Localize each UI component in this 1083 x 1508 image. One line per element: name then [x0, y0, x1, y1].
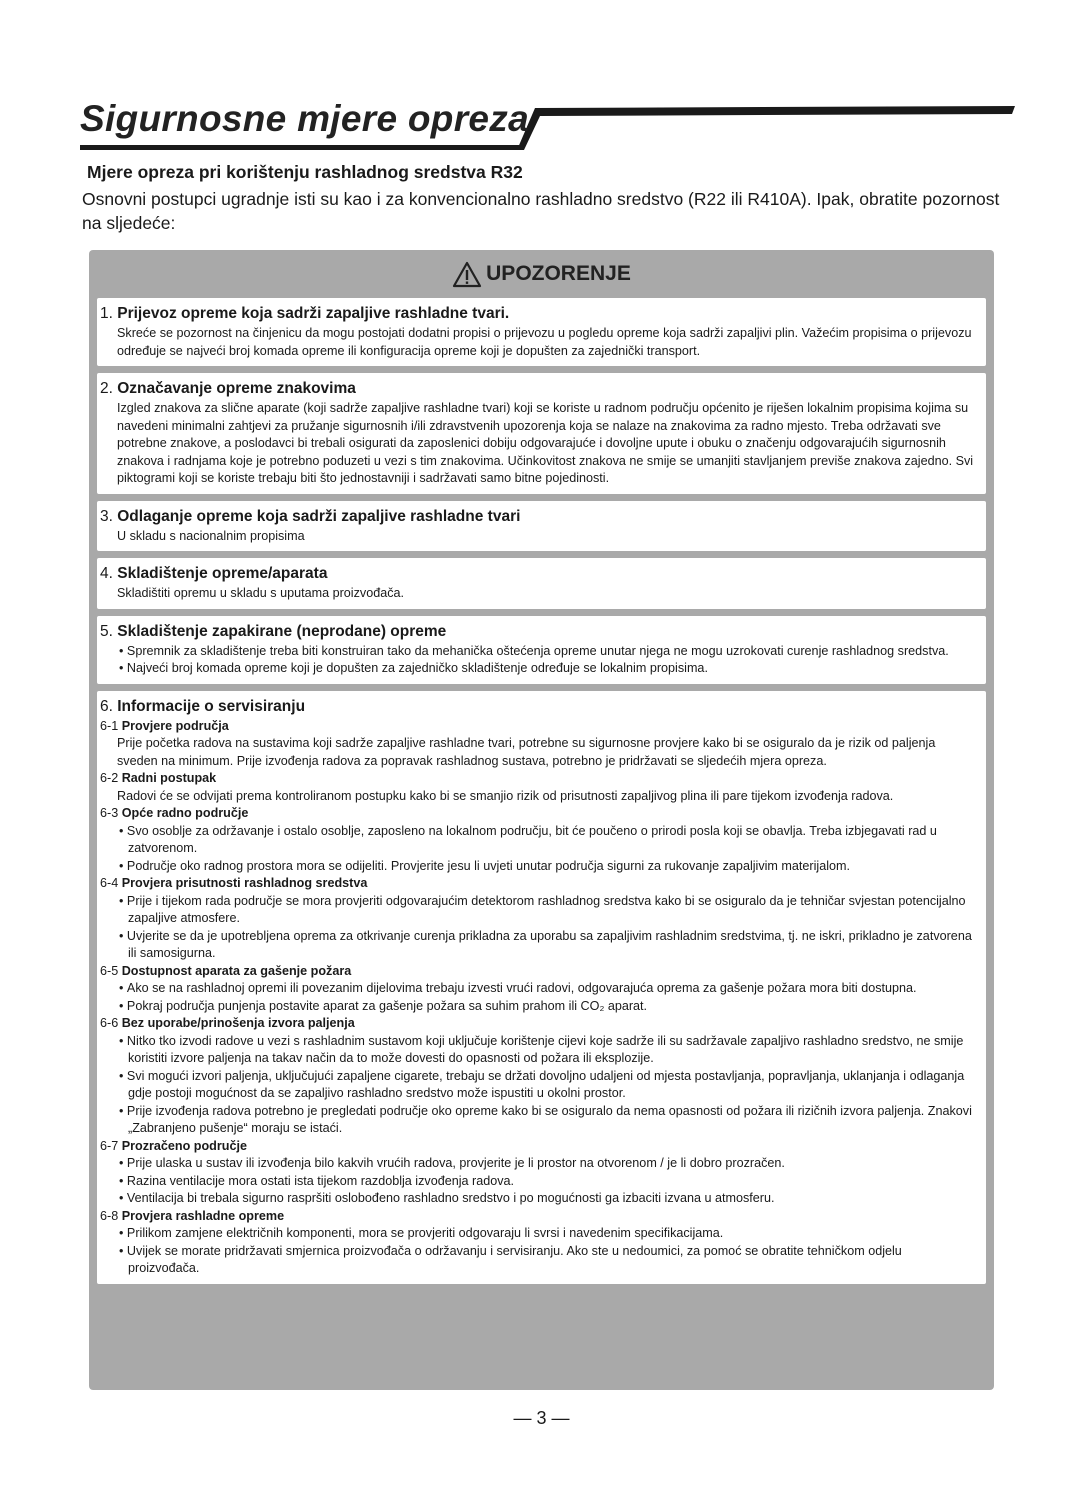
section-title: Označavanje opreme znakovima — [117, 380, 356, 397]
subsection-heading — [100, 1138, 976, 1156]
subsection-title: Radni postupak — [121, 771, 217, 785]
section-heading — [100, 697, 976, 717]
subsection-heading — [100, 1015, 976, 1033]
subsection-number: 6-8 — [100, 1208, 119, 1223]
subsection-title: Provjera prisutnosti rashladnog sredstva — [121, 876, 368, 890]
bullet-item: • Ventilacija bi trebala sigurno raspršiti oslobođeno rashladno sredstvo i po mogućnosti ga izbaciti izvana u atmosferu. — [100, 1190, 976, 1208]
subsection-number: 6-6 — [100, 1016, 119, 1030]
subsection-number: 6-1 — [100, 718, 119, 733]
section-number: 2. — [100, 380, 113, 397]
subsection-title: Dostupnost aparata za gašenje požara — [121, 963, 352, 978]
subsection-body: Radovi će se odvijati prema kontroliranom postupku kako bi se smanjio rizik od prisutnosti zapaljivog plina ili pare tijekom izvođenja radova. — [117, 788, 894, 803]
section-title: Skladištenje zapakirane (neprodane) opreme — [117, 622, 447, 640]
bullet-item: • Područje oko radnog prostora mora se odijeliti. Provjerite jesu li uvjeti unutar područja sigurni za rukovanje zapaljivim materijalom. — [100, 858, 976, 876]
subsection-heading — [100, 718, 976, 736]
subsection-number: 6-5 — [100, 963, 119, 978]
warning-banner — [97, 250, 986, 298]
subsection-heading — [100, 805, 976, 823]
section-body: Skreće se pozornost na činjenicu da mogu postojati dodatni propisi o prijevozu u pogledu opreme koja sadrži zapaljivi plin. Važećim propisima o prijevozu određuje se najveći broj komada opreme ili konfiguracija opreme koji je dopušten za zajednički transport. — [117, 326, 972, 358]
section-heading — [100, 622, 976, 642]
subsection-number: 6-2 — [100, 771, 119, 785]
section-3 — [97, 501, 986, 552]
section-body: Izgled znakova za slične aparate (koji sadrže zapaljive rashladne tvari) koji se koriste u radnom području općenito je riješen lokalnim propisima kojima su navedeni minimalni zahtjevi za pružanje sigurnosnih i/ili zdravstvenih upozorenja koja se nalaze na znakovima za radno mjesto. Treba održavati sve potrebne znakove, a poslodavci bi trebali osigurati da zaposlenici dobiju odgovarajuće i dovoljne upute i obuku o značenju odgovarajućih sigurnosnih znakova i radnjama koje je potrebno poduzeti u vezi s tim znakovima. Učinkovitost znakova ne smije se umanjiti stavljanjem previše znakova zajedno. Svi piktogrami koji se koriste trebaju biti što jednostavniji i sadržavati samo bitne pojedinosti. — [117, 401, 974, 485]
section-1 — [97, 298, 986, 366]
bullet-item: • Razina ventilacije mora ostati ista tijekom razdoblja izvođenja radova. — [100, 1173, 976, 1191]
bullet-item: • Prilikom zamjene električnih komponenti, mora se provjeriti odgovaraju li svrsi i navedenim specifikacijama. — [100, 1225, 976, 1243]
section-number: 6. — [100, 697, 113, 715]
bullet-item: • Uvijek se morate pridržavati smjernica proizvođača o održavanju i servisiranju. Ako ste u nedoumici, za pomoć se obratite tehničkom odjelu proizvođača. — [100, 1243, 976, 1278]
subsection-title: Opće radno područje — [121, 806, 249, 820]
warning-panel — [89, 250, 994, 1390]
warning-title: UPOZORENJE — [486, 262, 631, 285]
bullet-item: • Ako se na rashladnoj opremi ili povezanim dijelovima trebaju izvesti vrući radovi, odgovarajuća oprema za gašenje požara mora biti dostupna. — [100, 980, 976, 998]
bullet-item: • Svo osoblje za održavanje i ostalo osoblje, zaposleno na lokalnom području, bit će poučeno o prirodi posla koji se obavlja. Treba izbjegavati rad u zatvorenom. — [100, 823, 976, 858]
bullet-item: • Prije i tijekom rada područje se mora provjeriti odgovarajućim detektorom rashladnog sredstva kako bi se osiguralo da je tehničar svjestan potencijalno zapaljive atmosfere. — [100, 893, 976, 928]
section-number: 5. — [100, 622, 113, 640]
bullet-item: • Prije izvođenja radova potrebno je pregledati područje oko opreme kako bi se osiguralo da nema opasnosti od požara ili rizičnih izvora paljenja. Znakovi „Zabranjeno pušenje“ moraju se istaći. — [100, 1103, 976, 1138]
subsection-number: 6-3 — [100, 806, 119, 820]
subsection-heading — [100, 875, 976, 893]
bullet-item: • Pokraj područja punjenja postavite aparat za gašenje požara sa suhim prahom ili CO₂ aparat. — [100, 998, 976, 1016]
subsection-heading — [100, 963, 976, 981]
subsection-title: Provjera rashladne opreme — [121, 1208, 285, 1223]
section-body: Skladištiti opremu u skladu s uputama proizvođača. — [117, 586, 405, 600]
section-title: Informacije o servisiranju — [117, 697, 306, 715]
subsection-heading — [100, 770, 976, 788]
subsection-title: Bez uporabe/prinošenja izvora paljenja — [121, 1016, 355, 1030]
section-title: Odlaganje opreme koja sadrži zapaljive rashladne tvari — [117, 507, 521, 525]
section-2 — [97, 373, 986, 494]
subsection-title: Provjere područja — [121, 718, 229, 733]
section-body: U skladu s nacionalnim propisima — [117, 528, 305, 543]
bullet-item: • Svi mogući izvori paljenja, uključujući zapaljene cigarete, trebaju se držati dovoljno udaljeni od mjesta postavljanja, popravljanja, uklanjanja i odlaganja gdje postoji mogućnost da se zapaljivo rashladno sredstvo može ispustiti u okolni prostor. — [100, 1068, 976, 1103]
section-heading — [100, 379, 976, 399]
bullet-item: • Nitko tko izvodi radove u vezi s rashladnim sustavom koji uključuje korištenje cijevi koje sadrže ili su sadržavale zapaljivo rashladno sredstvo, ne smije koristiti izvore paljenja na takav način da to može dovesti do opasnosti od požara ili eksplozije. — [100, 1033, 976, 1068]
section-heading — [100, 507, 976, 527]
intro-text: Osnovni postupci ugradnje isti su kao i za konvencionalno rashladno sredstvo (R22 ili R410A). Ipak, obratite pozornost na sljedeće: — [82, 189, 1000, 233]
warning-sections — [97, 298, 986, 1284]
subsection-number: 6-4 — [100, 876, 119, 890]
page-number: — 3 — — [513, 1408, 570, 1428]
bullet-item: • Spremnik za skladištenje treba biti konstruiran tako da mehanička oštećenja opreme unutar njega ne mogu uzrokovati curenje rashladnog sredstva. — [100, 643, 976, 661]
subsection-number: 6-7 — [100, 1138, 119, 1153]
section-heading — [100, 564, 976, 584]
subsection-title: Prozračeno područje — [121, 1138, 247, 1153]
section-number: 3. — [100, 507, 113, 525]
bullet-item: • Uvjerite se da je upotrebljena oprema za otkrivanje curenja prikladna za uporabu sa zapaljivim rashladnim sredstvima, tj. ne iskri, prikladno je zatvorena ili samosigurna. — [100, 928, 976, 963]
subsection-body: Prije početka radova na sustavima koji sadrže zapaljive rashladne tvari, potrebne su sigurnosne provjere kako bi se osiguralo da je rizik od paljenja sveden na minimum. Prije izvođenja radova za popravak rashladnog sustava, potrebno je pridržavati se sljedećih mjera opreza. — [117, 736, 936, 768]
section-number: 4. — [100, 565, 113, 582]
section-heading — [100, 304, 976, 324]
bullet-item: • Prije ulaska u sustav ili izvođenja bilo kakvih vrućih radova, provjerite je li prostor na otvorenom / je li dobro prozračen. — [100, 1155, 976, 1173]
section-title: Prijevoz opreme koja sadrži zapaljive rashladne tvari. — [117, 305, 510, 322]
warning-triangle-icon — [452, 261, 482, 288]
page-header — [80, 96, 1015, 152]
subsection-heading — [100, 1208, 976, 1226]
page-title: Sigurnosne mjere opreza — [80, 98, 529, 139]
section-4 — [97, 558, 986, 609]
bullet-item: • Najveći broj komada opreme koji je dopušten za zajedničko skladištenje određuje se lokalnim propisima. — [100, 660, 976, 678]
intro — [82, 162, 1012, 235]
section-5 — [97, 616, 986, 684]
section-title: Skladištenje opreme/aparata — [117, 565, 328, 582]
intro-subtitle: Mjere opreza pri korištenju rashladnog sredstva R32 — [87, 162, 523, 182]
section-6 — [97, 691, 986, 1284]
section-number: 1. — [100, 305, 113, 322]
